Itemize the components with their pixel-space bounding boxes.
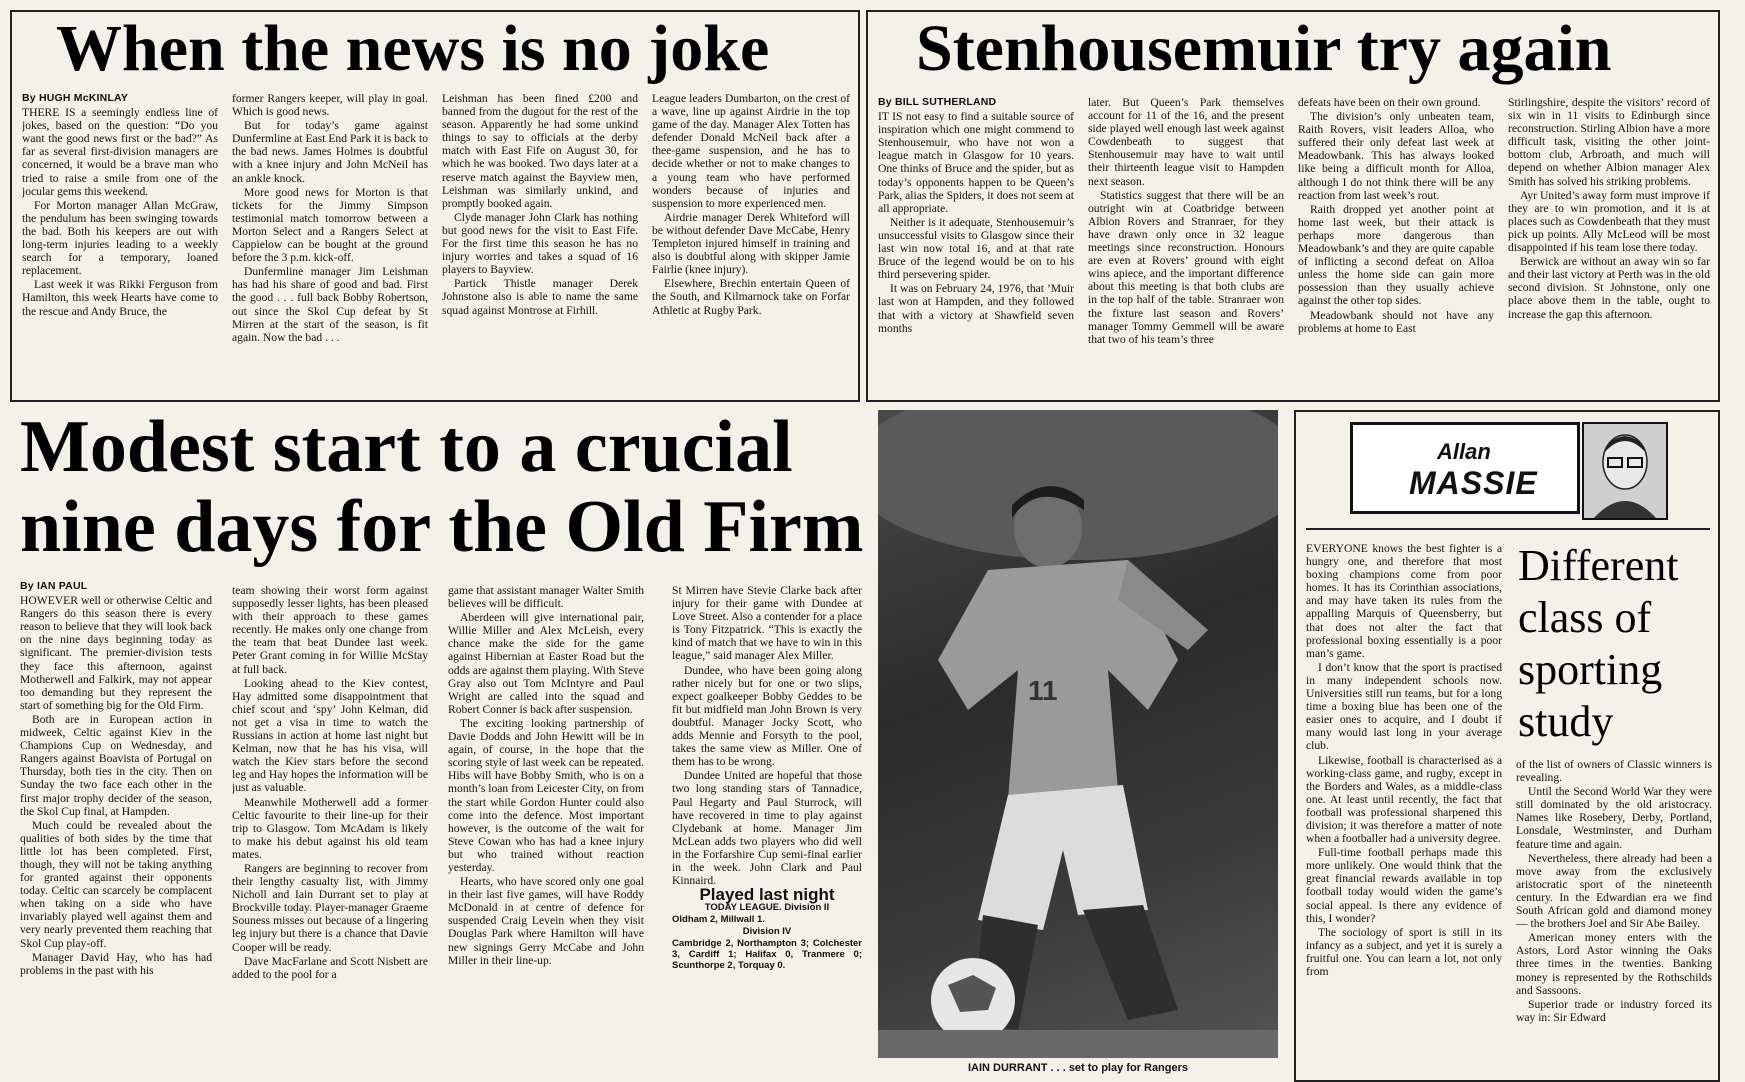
logo-line1: Allan [1437,439,1491,464]
results-line: Cambridge 2, Northampton 3; Colchester 3, Cardiff 1; Halifax 0, Tranmere 0; Scunthorpe 2, Torquay 0. [672,938,862,972]
results-line: Division IV [742,926,792,938]
paragraph: Dunfermline manager Jim Leishman has had his share of good and bad. First the good . . . full back Bobby Robertson, out since the Skol Cup defeat by St Mirren at the start of the season, is fit again. Now the bad . . . [232,265,428,344]
story1-column-1 [22,92,218,397]
byline-bill-sutherland: By BILL SUTHERLAND [878,96,997,108]
paragraph: Raith dropped yet another point at home last week, but their attack is perhaps more dangerous than Meadowbank’s and they are quite capable of inflicting a second defeat on Alloa unless the home side can gain more possession than they usually achieve against the other top sides. [1298,202,1494,308]
paragraph: team showing their worst form against supposedly lesser lights, has been pleased with their approach to these games recently. He makes only one change from the team that beat Dundee last week. Peter Grant coming in for Willie McStay at full back. [232,584,428,676]
logo-divider [1306,528,1710,530]
paragraph: Hearts, who have scored only one goal in their last five games, will have Roddy McDonald in at centre of defence for suspended Craig Levein when they visit Douglas Park where Hamilton will have new signings Gerry McCabe and John Miller in their line-up. [448,875,644,967]
paragraph: Much could be revealed about the qualities of both sides by the time that little lot has been completed. First, though, they will not be taking anything for granted against their opponents today. Celtic can scarcely be complacent when taking on a side who have invariably played well against them and very nearly prevented them reaching that Skol Cup play-off. [20,818,212,950]
story1-column-3 [442,92,638,397]
logo-line2: MASSIE [1409,465,1538,501]
column-text-2 [1516,758,1712,1078]
paragraph: Both are in European action in midweek, Celtic against Kiev in the Champions Cup on Wednesday, and Rangers against Boavista of Portugal on Thursday, both ties in the city. Then on Sunday the two face each other in the first major trophy decider of the season, the Skol Cup final, at Hampden. [20,712,212,818]
story2-column-2 [1088,96,1284,397]
photo-iain-durrant [878,410,1278,1058]
paragraph: Nevertheless, there already had been a move away from the exclusively aristocratic sport of the nineteenth century. In the Edwardian era we find South African gold and diamond money — the brothers Joel and Sir Abe Bailey. [1516,851,1712,931]
headline-stenhousemuir: Stenhousemuir try again [916,12,1612,85]
paragraph: It was on February 24, 1976, that ’Muir last won at Hampden, and they followed that with a victory at Shawfield seven months [878,282,1074,335]
story3-column-4 [672,584,862,1078]
paragraph: The sociology of sport is still in its infancy as a subject, and yet it is surely a fruitful one. You can learn a lot, not only from [1306,925,1502,978]
paragraph: The exciting looking partnership of Davie Dodds and John Hewitt will be in again, of course, in the hope that the scoring style of last week can be repeated. Hibs will have Bobby Smith, who is on a month’s loan from Leicester City, on from the start while Gordon Hunter could also come into the defence. Most important however, is the outcome of the wait for Steve Cowan who has had a knee injury but who trained without reaction yesterday. [448,716,644,874]
paragraph: of the list of owners of Classic winners is revealing. [1516,758,1712,785]
story3-column-3 [448,584,644,1078]
story2-column-1 [878,96,1074,397]
headline-modest-start-line2: nine days for the Old Firm [20,486,864,568]
paragraph: The division’s only unbeaten team, Raith Rovers, visit leaders Alloa, who suffered their only defeat last week at Meadowbank. This has always looked like being a difficult month for Alloa, although I do not think there will be any reaction from last week’s rout. [1298,110,1494,202]
paragraph: League leaders Dumbarton, on the crest of a wave, line up against Airdrie in the top game of the day. Manager Alex Totten has defender Donald McNeil back after a thee-game suspension, and he has to decide whether or not to make changes to a young team who have performed wonders because of injuries and suspension to more experienced men. [652,92,850,210]
paragraph: Dave MacFarlane and Scott Nisbett are added to the pool for a [232,954,428,981]
paragraph: Full-time football perhaps made this more unlikely. One would think that the great financial rewards available in top football today would widen the game’s social appeal. Is there any evidence of this, I wonder? [1306,846,1502,925]
paragraph: defeats have been on their own ground. [1298,96,1481,109]
paragraph: Likewise, football is characterised as a working-class game, and rugby, except in the Borders and Wales, as a middle-class one. At least until recently, the fact that football was professional sharpened this division; it was therefore a matter of note when a footballer had a university degree. [1306,753,1502,846]
paragraph: Partick Thistle manager Derek Johnstone also is able to name the same squad against Montrose at Firhill. [442,277,638,317]
results-title: Played last night [699,885,835,905]
paragraph: Stirlingshire, despite the visitors’ record of six win in 11 visits to Edinburgh since reconstruction. Stirling Albion have a more difficult task, visiting the other joint-bottom club, Arbroath, and much will depend on whether Albion manager Alex Smith has solved his striking problems. [1508,96,1710,188]
headline-different-class: Different class of sporting study [1518,541,1679,746]
author-portrait [1582,422,1668,520]
byline-ian-paul: By IAN PAUL [20,580,88,592]
paragraph: Leishman has been fined £200 and banned from the dugout for the rest of the season. Apparently he had some unkind things to say to officials at the derby match with East Fife on August 30, for which he was booked. Two days later at a reserve match against the Bayview men, Leishman was similarly unkind, and promptly booked again. [442,92,638,210]
paragraph: game that assistant manager Walter Smith believes will be difficult. [448,584,644,611]
column-text-1 [1306,542,1502,1078]
paragraph: Airdrie manager Derek Whiteford will be without defender Dave McCabe, Henry Templeton injured himself in training and also is doubtful along with skipper Jamie Fairlie (knee injury). [652,210,850,277]
paragraph: Superior trade or industry forced its way in: Sir Edward [1516,997,1712,1024]
paragraph: More good news for Morton is that tickets for the Jimmy Simpson testimonial match tomorrow between a Morton Select and a Rangers Select at Cappielow can be bought at the ground before the 3 p.m. kick-off. [232,185,428,265]
paragraph: Looking ahead to the Kiev contest, Hay admitted some disappointment that chief scout and ‘spy’ John Kelman, did not get a visa in time to watch the Russians in action at home last night but Kelman, now that he has his visa, will watch the Kiev stars before the second leg and Hay hopes the information will be just as valuable. [232,676,428,795]
paragraph: But for today’s game against Dunfermline at East End Park it is back to the bad news. James Holmes is doubtful with a knee injury and John McNeil has an ankle knock. [232,119,428,185]
paragraph: Elsewhere, Brechin entertain Queen of the South, and Kilmarnock take on Forfar Athletic at Rugby Park. [652,277,850,317]
headline-modest-start-line1: Modest start to a crucial [20,406,793,488]
paragraph: Aberdeen will give international pair, Willie Miller and Alex McLeish, every chance make the side for the game against Hibernian at Easter Road but the odds are against them playing. With Steve Gray also out Tom McIntyre and Paul Wright are called into the squad and Robert Conner is back after suspension. [448,611,644,716]
paragraph: Dundee, who have been going along rather nicely but for one or two slips, expect goalkeeper Bobby Geddes to be fit but midfield man John Brown is very doubtful. Manager Jocky Scott, who adds Mennie and Forsyth to the pool, takes the same view as Miller. One of them has to be wrong. [672,663,862,769]
paragraph: EVERYONE knows the best fighter is a hungry one, and therefore that most boxing champions come from poor homes. It has its Corinthian associations, and may have taken its rules from the appalling Marquis of Queensberry, but that does not alter the fact that professional boxing essentially is a poor man’s game. [1306,542,1502,660]
paragraph: IT IS not easy to find a suitable source of inspiration which one might commend to Stenhousemuir, who have not won a league match in Glasgow for 10 years. One thinks of Bruce and the spider, but as today’s opponents happen to be Queen’s Park, alias the Spiders, it does not seem at all appropriate. [878,110,1074,215]
paragraph: Clyde manager John Clark has nothing but good news for the visit to East Fife. For the first time this season he has no injury worries and takes a squad of 16 players to Bayview. [442,210,638,277]
paragraph: Berwick are without an away win so far and their last victory at Perth was in the old second division. St Johnstone, only one place above them in the table, ought to increase the gap this afternoon. [1508,255,1710,321]
paragraph: HOWEVER well or otherwise Celtic and Rangers do this season there is every reason to believe that they will look back on the nine days beginning today as significant. The premier-division tests they face this afternoon, against Motherwell and Falkirk, may not appear too demanding but they represent the start of something big for the Old Firm. [20,594,212,712]
byline-hugh-mckinlay: By HUGH McKINLAY [22,92,129,104]
paragraph: THERE IS a seemingly endless line of jokes, based on the question: “Do you want the good news first or the bad?” As far as several first-division managers are concerned, it would be a brave man who tried to raise a smile from one of the jocular gems this weekend. [22,106,218,198]
paragraph: Meanwhile Motherwell add a former Celtic favourite to their line-up for their trip to Glasgow. Tom McAdam is likely to make his debut against his old team mates. [232,795,428,861]
allan-massie-logo [1350,422,1580,514]
story2-column-4 [1508,96,1710,397]
photo-caption: IAIN DURRANT . . . set to play for Rangers [967,1062,1189,1074]
paragraph: Meadowbank should not have any problems at home to East [1298,308,1494,335]
paragraph: Last week it was Rikki Ferguson from Hamilton, this week Hearts have come to the rescue and Andy Bruce, the [22,278,218,318]
story3-column-2 [232,584,428,1078]
svg-text:11: 11 [1028,675,1058,706]
headline-when-the-news: When the news is no joke [56,12,770,85]
story1-column-4 [652,92,850,397]
paragraph: Rangers are beginning to recover from their lengthy casualty list, with Jimmy Nicholl and Iain Durrant set to play at Brockville today. Player-manager Graeme Souness misses out because of a lingering leg injury but there is a chance that Davie Cooper will be ready. [232,861,428,954]
paragraph: I don’t know that the sport is practised in many independent schools now. Universities still run teams, but for a long time a boxing blue has been one of the easier ones to acquire, and I doubt if many would last long in your average club. [1306,660,1502,753]
paragraph: St Mirren have Stevie Clarke back after injury for their game with Dundee at Love Street. Also a contender for a place is Tony Fitzpatrick. “This is exactly the kind of match that we have to win in this league,” said manager Alex Miller. [672,584,862,663]
footballer-illustration [878,410,1278,1058]
results-line: Oldham 2, Millwall 1. [672,914,765,926]
paragraph: Neither is it adequate, Stenhousemuir’s unsuccessful visits to Glasgow since their last win now total 16, and at that rate Bruce of the legend would be on to his third persevering spider. [878,215,1074,282]
paragraph: Dundee United are hopeful that those two long standing stars of Tannadice, Paul Hegarty and Paul Sturrock, will have recovered in time to play against Clydebank at home. Manager Jim McLean adds two players who did well in the Forfarshire Cup semi-final earlier in the week. John Clark and Paul Kinnaird. [672,769,862,888]
paragraph: Until the Second World War they were still dominated by the old aristocracy. Names like Rosebery, Derby, Portland, Lonsdale, Westminster, and Durham feature time and again. [1516,785,1712,851]
results-line: TODAY LEAGUE. Division II [704,902,830,914]
paragraph: Statistics suggest that there will be an outright win at Coatbridge between Albion Rovers and Stranraer, for they have drawn only once in 32 league meetings since reconstruction. Honours are even at Rovers’ ground with eight wins apiece, and the important difference about this meeting is that both clubs are in the top half of the table. Stranraer won the fixture last season and Rovers’ manager Tommy Gemmell will be aware that two of his team’s three [1088,188,1284,346]
paragraph: Ayr United’s away form must improve if they are to win promotion, and it is at places such as Cowdenbeath that they must pick up points. Ally McLeod will be most disappointed if his team lose there today. [1508,188,1710,255]
story2-column-3 [1298,96,1494,397]
paragraph: For Morton manager Allan McGraw, the pendulum has been swinging towards the bad. Both his keepers are out with long-term injuries leading to a weekly search for a temporary, loaned replacement. [22,198,218,278]
portrait-illustration [1584,424,1666,518]
story1-column-2 [232,92,428,397]
paragraph: former Rangers keeper, will play in goal. Which is good news. [232,92,428,119]
story3-column-1 [20,580,212,1078]
paragraph: later. But Queen’s Park themselves account for 11 of the 16, and the present side played well enough last week against Cowdenbeath to suggest that Stenhousemuir may have to wait until their thirteenth league visit to Hampden next season. [1088,96,1284,188]
paragraph: American money enters with the Astors, Lord Astor winning the Oaks three times in the twenties. Banking money is represented by the Rothschilds and Sassoons. [1516,931,1712,997]
paragraph: Manager David Hay, who has had problems in the past with his [20,950,212,977]
